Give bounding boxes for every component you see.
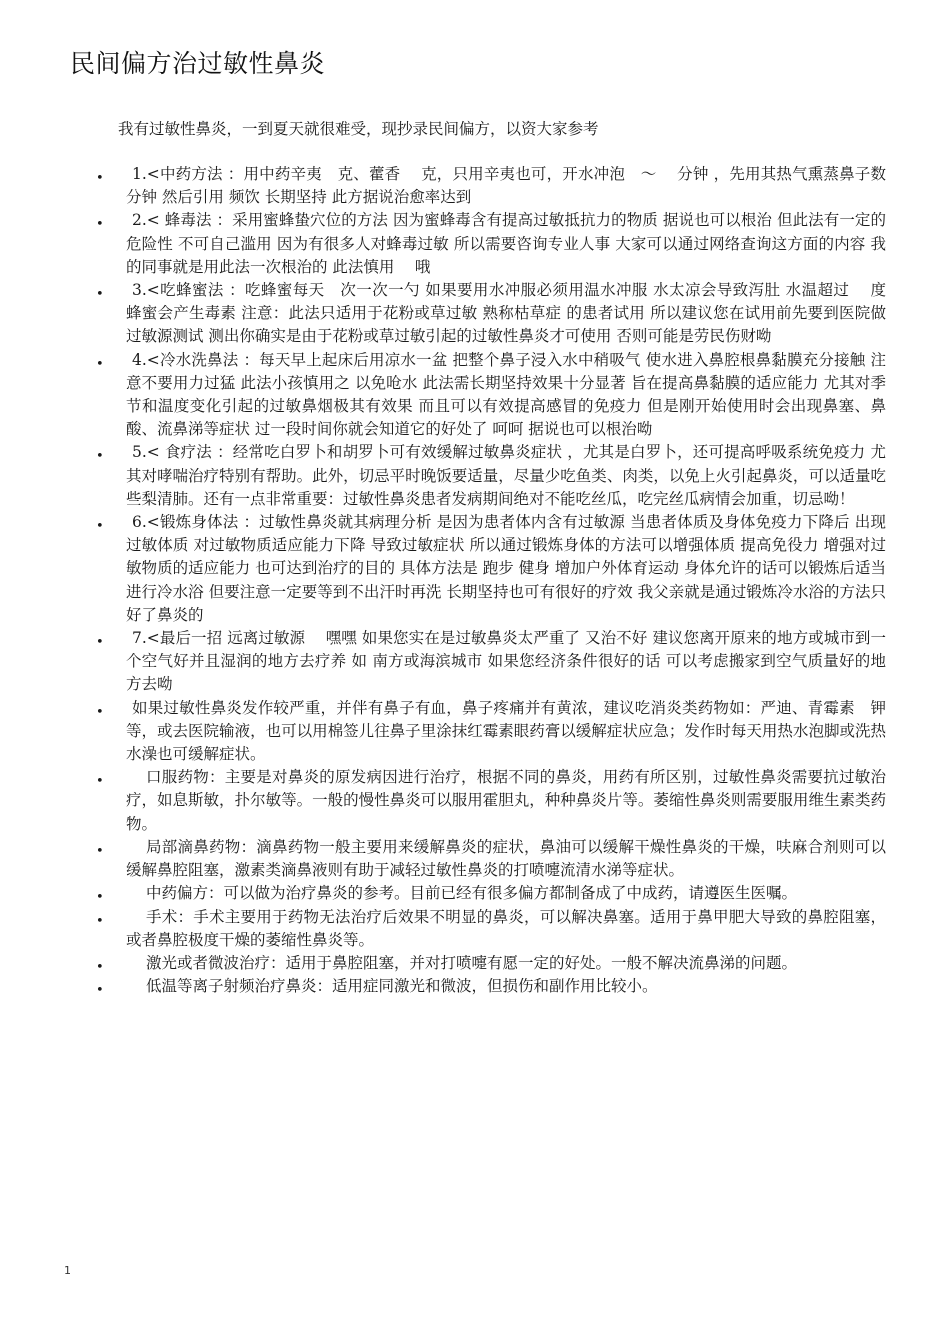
list-item-text: 2.< 蜂毒法 ：采用蜜蜂蛰穴位的方法 因为蜜蜂毒含有提高过敏抵抗力的物质 据说也可以根治 但此法有一定的危险性 不可自己滥用 因为有很多人对蜂毒过敏 所以需要咨询专业人事 大家可以通过网络查询这方面的内容 我的同事就是用此法一次根治的 此法慎用 哦 bbox=[126, 211, 886, 276]
list-item-text: 如果过敏性鼻炎发作较严重，并伴有鼻子有血，鼻子疼痛并有黄浓，建议吃消炎类药物如：严迪、青霉素 钾等，或去医院输液，也可以用棉签儿往鼻子里涂抹红霉素眼药膏以缓解症状应急；发作时每天用热水泡脚或洗热水澡也可缓解症状。 bbox=[126, 698, 886, 764]
remedy-list bbox=[96, 163, 886, 998]
list-item bbox=[96, 882, 886, 905]
list-item-text: 4.<冷水洗鼻法 ：每天早上起床后用凉水一盆 把整个鼻子浸入水中稍吸气 使水进入鼻腔根鼻黏膜充分接触 注意不要用力过猛 此法小孩慎用之 以免呛水 此法需长期坚持效果十分显著 旨在提高鼻黏膜的适应能力 尤其对季节和温度变化引起的过敏鼻烟极其有效果 而且可以有效提高感冒的免疫力 但是刚开始使用时会出现鼻塞、鼻酸、流鼻涕等症状 过一段时间你就会知道它的好处了 呵呵 据说也可以根治呦 bbox=[126, 350, 886, 439]
list-item-text: 激光或者微波治疗：适用于鼻腔阻塞，并对打喷嚏有愿一定的好处。一般不解决流鼻涕的问题。 bbox=[146, 953, 798, 972]
list-item-text: 7.<最后一招 远离过敏源 嘿嘿 如果您实在是过敏鼻炎太严重了 又治不好 建议您离开原来的地方或城市到一个空气好并且湿润的地方去疗养 如 南方或海滨城市 如果您经济条件很好的话 可以考虑搬家到空气质量好的地方去呦 bbox=[126, 629, 886, 694]
bullet-icon: • bbox=[96, 519, 104, 535]
bullet-icon: • bbox=[96, 890, 104, 906]
list-item-text: 低温等离子射频治疗鼻炎：适用症同激光和微波，但损伤和副作用比较小。 bbox=[146, 977, 658, 996]
list-item-text: 3.<吃蜂蜜法 ：吃蜂蜜每天 次一次一勺 如果要用水冲服必须用温水冲服 水太凉会导致泻肚 水温超过 度 蜂蜜会产生毒素 注意：此法只适用于花粉或草过敏 熟称枯草症 的患者试用 所以建议您在试用前先要到医院做过敏源测试 测出你确实是由于花粉或草过敏引起的过敏性鼻炎才可使用 否则可能是劳民伤财呦 bbox=[126, 281, 886, 346]
bullet-icon: • bbox=[96, 959, 104, 975]
bullet-icon: • bbox=[96, 635, 104, 651]
bullet-icon: • bbox=[96, 704, 104, 720]
bullet-icon: • bbox=[96, 356, 104, 372]
bullet-icon: • bbox=[96, 983, 104, 999]
list-item bbox=[96, 279, 886, 349]
list-item-text: 局部滴鼻药物：滴鼻药物一般主要用来缓解鼻炎的症状，鼻油可以缓解干燥性鼻炎的干燥，呋麻合剂则可以缓解鼻腔阻塞，激素类滴鼻液则有助于减轻过敏性鼻炎的打喷嚏流清水涕等症状。 bbox=[126, 837, 886, 880]
list-item bbox=[96, 441, 886, 511]
list-item-text: 中药偏方：可以做为治疗鼻炎的参考。目前已经有很多偏方都制备成了中成药，请遵医生医嘱。 bbox=[146, 884, 798, 903]
list-item bbox=[96, 975, 886, 998]
list-item bbox=[96, 836, 886, 882]
list-item bbox=[96, 627, 886, 697]
list-item bbox=[96, 511, 886, 627]
list-item bbox=[96, 952, 886, 975]
bullet-icon: • bbox=[96, 843, 104, 859]
bullet-icon: • bbox=[96, 774, 104, 790]
bullet-icon: • bbox=[96, 171, 104, 186]
list-item bbox=[96, 766, 886, 836]
bullet-icon: • bbox=[96, 217, 104, 233]
list-item-text: 手术：手术主要用于药物无法治疗后效果不明显的鼻炎，可以解决鼻塞。适用于鼻甲肥大导致的鼻腔阻塞，或者鼻腔极度干燥的萎缩性鼻炎等。 bbox=[126, 907, 886, 949]
intro-paragraph: 我有过敏性鼻炎，一到夏天就很难受，现抄录民间偏方，以资大家参考 bbox=[118, 120, 599, 138]
list-item-text: 口服药物：主要是对鼻炎的原发病因进行治疗，根据不同的鼻炎，用药有所区别，过敏性鼻炎需要抗过敏治疗，如息斯敏，扑尔敏等。一般的慢性鼻炎可以服用霍胆丸，种种鼻炎片等。萎缩性鼻炎则需要服用维生素类药物。 bbox=[126, 768, 886, 833]
bullet-icon: • bbox=[96, 449, 104, 465]
list-item bbox=[96, 209, 886, 279]
list-item bbox=[96, 163, 886, 209]
document-title: 民间偏方治过敏性鼻炎 bbox=[70, 49, 326, 78]
list-item bbox=[96, 697, 886, 767]
list-item bbox=[96, 349, 886, 442]
list-item-text: 5.< 食疗法 ：经常吃白罗卜和胡罗卜可有效缓解过敏鼻炎症状 ，尤其是白罗卜，还可提高呼吸系统免疫力 尤其对哮喘治疗特别有帮助。此外，切忌平时晚饭要适量，尽量少吃鱼类、肉类，以免上火引起鼻炎，可以适量吃些梨清肺。还有一点非常重要：过敏性鼻炎患者发病期间绝对不能吃丝瓜，吃完丝瓜病情会加重，切忌呦！ bbox=[126, 443, 886, 508]
page-number: 1 bbox=[64, 1264, 71, 1277]
bullet-icon: • bbox=[96, 913, 104, 929]
list-item-text: 6.<锻炼身体法 ：过敏性鼻炎就其病理分析 是因为患者体内含有过敏源 当患者体质及身体免疫力下降后 出现过敏体质 对过敏物质适应能力下降 导致过敏症状 所以通过锻炼身体的方法可以增强体质 提高免役力 增强对过敏物质的适应能力 也可达到治疗的目的 具体方法是 跑步 健身 增加户外体育运动 身体允许的话可以锻炼后适当进行冷水浴 但要注意一定要等到不出汗时再洗 长期坚持也可有很好的疗效 我父亲就是通过锻炼冷水浴的方法只好了鼻炎的 bbox=[126, 513, 886, 624]
bullet-icon: • bbox=[96, 287, 104, 303]
list-item bbox=[96, 906, 886, 952]
list-item-text: 1.<中药方法 ：用中药辛夷 克、藿香 克，只用辛夷也可，开水冲泡 ～ 分钟 ，先用其热气熏蒸鼻子数分钟 然后引用 频饮 长期坚持 此方据说治愈率达到 bbox=[126, 165, 886, 207]
